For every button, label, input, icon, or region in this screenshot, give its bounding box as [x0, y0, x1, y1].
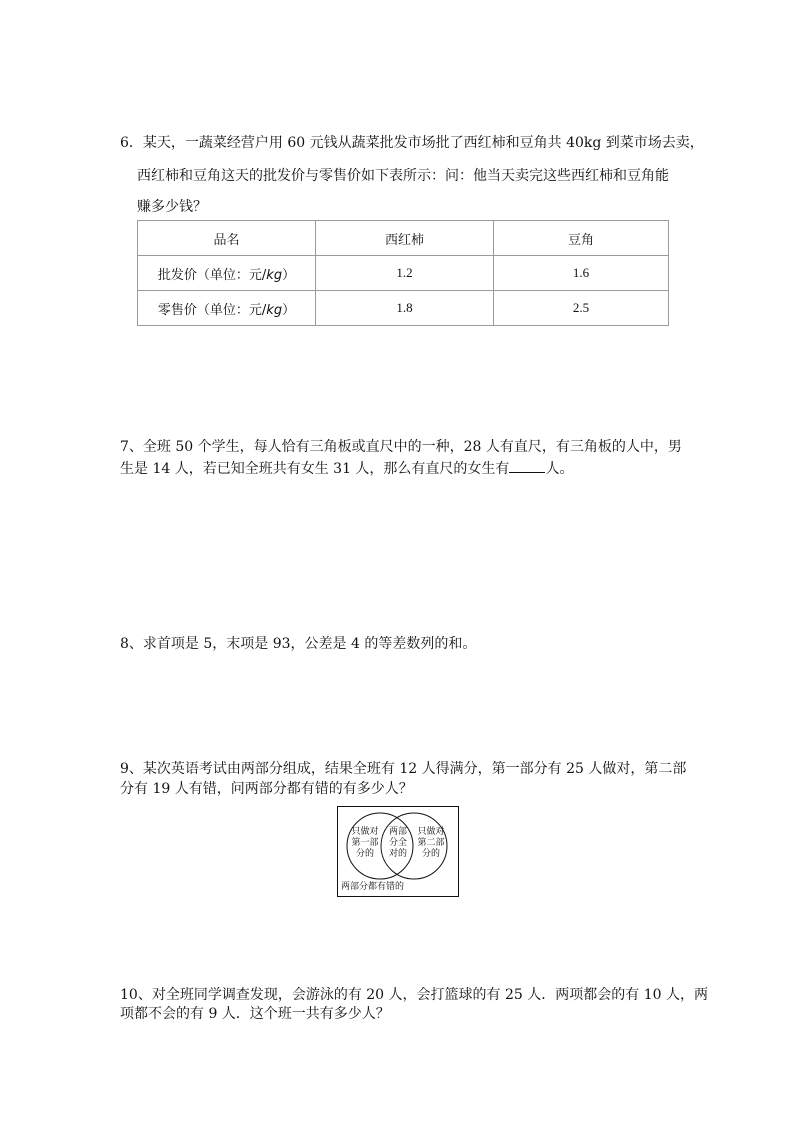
row-label-close: ） [282, 267, 296, 283]
table-header-row [138, 221, 669, 256]
q8-line-1: 8、求首项是 5，末项是 93，公差是 4 的等差数列的和。 [120, 636, 477, 652]
cell-bean-retail: 2.5 [494, 291, 669, 326]
row-label-unit: kg [266, 267, 283, 283]
venn-middle-line-1: 两部 [388, 827, 408, 837]
q7-line-2-text: 生是 14 人，若已知全班共有女生 31 人，那么有直尺的女生有 [120, 461, 510, 477]
cell-bean-wholesale: 1.6 [494, 256, 669, 291]
q10-line-2: 项都不会的有 9 人．这个班一共有多少人？ [120, 1006, 390, 1022]
row-label-text: 零售价（单位：元/ [157, 302, 267, 318]
q9-line-1: 9、某次英语考试由两部分组成，结果全班有 12 人得满分，第一部分有 25 人做对，第二部 [120, 761, 687, 777]
venn-outside-label: 两部分都有错的 [341, 882, 405, 892]
venn-middle-line-2: 分全 [388, 838, 408, 848]
table-row [138, 291, 669, 326]
q7-line-2 [120, 458, 573, 479]
cell-tomato-retail: 1.8 [316, 291, 494, 326]
header-tomato: 西红柿 [316, 221, 494, 256]
q6-line-3: 赚多少钱？ [137, 199, 207, 215]
header-bean: 豆角 [494, 221, 669, 256]
venn-left-line-3: 分的 [355, 849, 375, 859]
q6-line-2: 西红柿和豆角这天的批发价与零售价如下表所示：问：他当天卖完这些西红柿和豆角能 [137, 168, 669, 184]
q7-line-1: 7、全班 50 个学生，每人恰有三角板或直尺中的一种，28 人有直尺，有三角板的人中，男 [120, 439, 682, 455]
header-item-name: 品名 [138, 221, 316, 256]
venn-left-line-1: 只做对 [351, 827, 379, 837]
q10-line-1: 10、对全班同学调查发现，会游泳的有 20 人，会打篮球的有 25 人．两项都会的有 10 人，两 [120, 987, 708, 1003]
row-label-text: 批发价（单位：元/ [157, 267, 267, 283]
q6-line-1: 6．某天，一蔬菜经营户用 60 元钱从蔬菜批发市场批了西红柿和豆角共 40kg 到菜市场去卖， [120, 135, 704, 151]
q9-line-2: 分有 19 人有错，问两部分都有错的有多少人？ [120, 781, 413, 797]
venn-left-line-2: 第一部 [351, 838, 379, 848]
price-table [137, 220, 669, 326]
venn-middle-line-3: 对的 [388, 849, 408, 859]
venn-right-line-1: 只做对 [417, 827, 445, 837]
venn-diagram [337, 806, 459, 897]
cell-tomato-wholesale: 1.2 [316, 256, 494, 291]
venn-right-line-2: 第二部 [417, 838, 445, 848]
row-label-unit: kg [266, 302, 283, 318]
table-row [138, 256, 669, 291]
answer-blank[interactable] [509, 458, 545, 473]
q7-line-2-tail: 人。 [545, 461, 574, 477]
venn-right-line-3: 分的 [421, 849, 441, 859]
row-label-close: ） [282, 302, 296, 318]
row-label [138, 291, 316, 326]
row-label [138, 256, 316, 291]
